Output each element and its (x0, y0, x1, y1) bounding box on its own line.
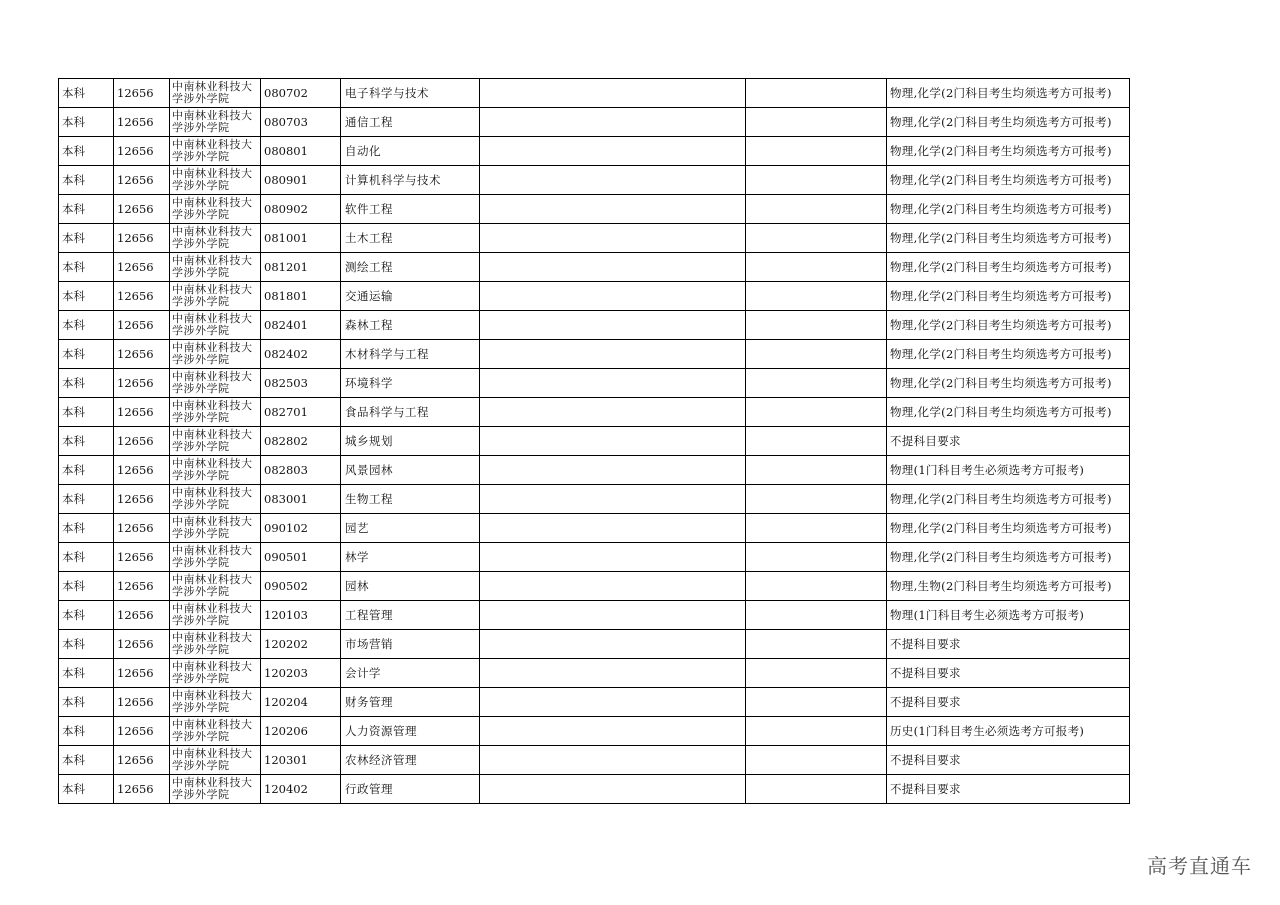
school-code-cell: 12656 (114, 195, 170, 224)
major-code-cell: 082802 (261, 427, 341, 456)
level-cell: 本科 (59, 514, 114, 543)
school-name-cell: 中南林业科技大学涉外学院 (170, 630, 261, 659)
table-row (59, 427, 1130, 456)
major-code-cell: 120402 (261, 775, 341, 804)
school-name-cell: 中南林业科技大学涉外学院 (170, 746, 261, 775)
school-name-cell: 中南林业科技大学涉外学院 (170, 688, 261, 717)
table-row (59, 659, 1130, 688)
empty-cell (480, 514, 746, 543)
school-code-cell: 12656 (114, 456, 170, 485)
major-name-cell: 工程管理 (341, 601, 480, 630)
major-name-cell: 土木工程 (341, 224, 480, 253)
empty-cell (746, 601, 887, 630)
empty-cell (746, 166, 887, 195)
major-code-cell: 082701 (261, 398, 341, 427)
major-code-cell: 082401 (261, 311, 341, 340)
empty-cell (746, 717, 887, 746)
empty-cell (746, 108, 887, 137)
school-code-cell: 12656 (114, 369, 170, 398)
level-cell: 本科 (59, 398, 114, 427)
subject-requirement-cell: 物理,化学(2门科目考生均须选考方可报考) (887, 398, 1130, 427)
level-cell: 本科 (59, 224, 114, 253)
school-name-cell: 中南林业科技大学涉外学院 (170, 427, 261, 456)
empty-cell (746, 137, 887, 166)
level-cell: 本科 (59, 572, 114, 601)
major-code-cell: 120103 (261, 601, 341, 630)
major-name-cell: 通信工程 (341, 108, 480, 137)
major-name-cell: 环境科学 (341, 369, 480, 398)
school-name-cell: 中南林业科技大学涉外学院 (170, 340, 261, 369)
major-code-cell: 120202 (261, 630, 341, 659)
major-name-cell: 人力资源管理 (341, 717, 480, 746)
empty-cell (746, 572, 887, 601)
empty-cell (480, 775, 746, 804)
school-code-cell: 12656 (114, 514, 170, 543)
empty-cell (480, 369, 746, 398)
school-name-cell: 中南林业科技大学涉外学院 (170, 659, 261, 688)
level-cell: 本科 (59, 311, 114, 340)
empty-cell (746, 543, 887, 572)
school-name-cell: 中南林业科技大学涉外学院 (170, 137, 261, 166)
empty-cell (480, 340, 746, 369)
level-cell: 本科 (59, 253, 114, 282)
watermark-text: 高考直通车 (1147, 854, 1252, 878)
table-row (59, 688, 1130, 717)
table-row (59, 108, 1130, 137)
table-row (59, 79, 1130, 108)
subject-requirement-cell: 不提科目要求 (887, 659, 1130, 688)
table-body (59, 79, 1130, 804)
school-code-cell: 12656 (114, 485, 170, 514)
school-code-cell: 12656 (114, 340, 170, 369)
empty-cell (480, 282, 746, 311)
level-cell: 本科 (59, 688, 114, 717)
school-name-cell: 中南林业科技大学涉外学院 (170, 166, 261, 195)
level-cell: 本科 (59, 340, 114, 369)
subject-requirement-cell: 不提科目要求 (887, 746, 1130, 775)
subject-requirement-cell: 物理(1门科目考生必须选考方可报考) (887, 456, 1130, 485)
school-code-cell: 12656 (114, 543, 170, 572)
school-code-cell: 12656 (114, 688, 170, 717)
table-row (59, 398, 1130, 427)
level-cell: 本科 (59, 601, 114, 630)
empty-cell (480, 485, 746, 514)
empty-cell (480, 456, 746, 485)
empty-cell (746, 340, 887, 369)
empty-cell (746, 688, 887, 717)
level-cell: 本科 (59, 775, 114, 804)
subject-requirement-cell: 物理,化学(2门科目考生均须选考方可报考) (887, 369, 1130, 398)
empty-cell (480, 543, 746, 572)
subject-requirement-cell: 物理,化学(2门科目考生均须选考方可报考) (887, 79, 1130, 108)
school-name-cell: 中南林业科技大学涉外学院 (170, 398, 261, 427)
table-row (59, 340, 1130, 369)
major-name-cell: 食品科学与工程 (341, 398, 480, 427)
empty-cell (746, 253, 887, 282)
level-cell: 本科 (59, 746, 114, 775)
school-name-cell: 中南林业科技大学涉外学院 (170, 282, 261, 311)
school-code-cell: 12656 (114, 398, 170, 427)
subject-requirement-cell: 物理(1门科目考生必须选考方可报考) (887, 601, 1130, 630)
major-code-cell: 120204 (261, 688, 341, 717)
major-code-cell: 090102 (261, 514, 341, 543)
school-name-cell: 中南林业科技大学涉外学院 (170, 253, 261, 282)
major-name-cell: 园林 (341, 572, 480, 601)
empty-cell (480, 427, 746, 456)
empty-cell (480, 601, 746, 630)
major-code-cell: 082803 (261, 456, 341, 485)
major-name-cell: 园艺 (341, 514, 480, 543)
level-cell: 本科 (59, 630, 114, 659)
table-row (59, 369, 1130, 398)
empty-cell (480, 746, 746, 775)
school-name-cell: 中南林业科技大学涉外学院 (170, 717, 261, 746)
subject-requirement-cell: 物理,化学(2门科目考生均须选考方可报考) (887, 340, 1130, 369)
school-code-cell: 12656 (114, 108, 170, 137)
majors-table (58, 78, 1130, 804)
level-cell: 本科 (59, 427, 114, 456)
table-row (59, 717, 1130, 746)
empty-cell (480, 398, 746, 427)
empty-cell (746, 456, 887, 485)
school-code-cell: 12656 (114, 601, 170, 630)
major-code-cell: 081201 (261, 253, 341, 282)
level-cell: 本科 (59, 543, 114, 572)
subject-requirement-cell: 物理,化学(2门科目考生均须选考方可报考) (887, 253, 1130, 282)
major-name-cell: 测绘工程 (341, 253, 480, 282)
table-row (59, 282, 1130, 311)
school-name-cell: 中南林业科技大学涉外学院 (170, 311, 261, 340)
table-row (59, 166, 1130, 195)
major-name-cell: 软件工程 (341, 195, 480, 224)
school-name-cell: 中南林业科技大学涉外学院 (170, 369, 261, 398)
major-name-cell: 电子科学与技术 (341, 79, 480, 108)
table-row (59, 456, 1130, 485)
school-code-cell: 12656 (114, 717, 170, 746)
subject-requirement-cell: 不提科目要求 (887, 630, 1130, 659)
school-code-cell: 12656 (114, 630, 170, 659)
major-name-cell: 农林经济管理 (341, 746, 480, 775)
table-row (59, 253, 1130, 282)
empty-cell (746, 775, 887, 804)
subject-requirement-cell: 不提科目要求 (887, 688, 1130, 717)
subject-requirement-cell: 物理,化学(2门科目考生均须选考方可报考) (887, 108, 1130, 137)
major-code-cell: 120206 (261, 717, 341, 746)
school-name-cell: 中南林业科技大学涉外学院 (170, 775, 261, 804)
school-name-cell: 中南林业科技大学涉外学院 (170, 543, 261, 572)
level-cell: 本科 (59, 282, 114, 311)
school-name-cell: 中南林业科技大学涉外学院 (170, 601, 261, 630)
empty-cell (480, 717, 746, 746)
subject-requirement-cell: 历史(1门科目考生必须选考方可报考) (887, 717, 1130, 746)
major-name-cell: 森林工程 (341, 311, 480, 340)
school-name-cell: 中南林业科技大学涉外学院 (170, 79, 261, 108)
empty-cell (480, 166, 746, 195)
empty-cell (480, 630, 746, 659)
table-row (59, 195, 1130, 224)
major-code-cell: 080702 (261, 79, 341, 108)
major-name-cell: 生物工程 (341, 485, 480, 514)
level-cell: 本科 (59, 108, 114, 137)
major-code-cell: 080703 (261, 108, 341, 137)
major-code-cell: 080902 (261, 195, 341, 224)
subject-requirement-cell: 物理,化学(2门科目考生均须选考方可报考) (887, 166, 1130, 195)
empty-cell (746, 514, 887, 543)
major-name-cell: 会计学 (341, 659, 480, 688)
school-code-cell: 12656 (114, 224, 170, 253)
major-name-cell: 城乡规划 (341, 427, 480, 456)
empty-cell (746, 282, 887, 311)
subject-requirement-cell: 物理,化学(2门科目考生均须选考方可报考) (887, 282, 1130, 311)
school-code-cell: 12656 (114, 282, 170, 311)
empty-cell (746, 659, 887, 688)
level-cell: 本科 (59, 485, 114, 514)
subject-requirement-cell: 不提科目要求 (887, 775, 1130, 804)
empty-cell (480, 137, 746, 166)
level-cell: 本科 (59, 659, 114, 688)
major-code-cell: 083001 (261, 485, 341, 514)
table-row (59, 746, 1130, 775)
subject-requirement-cell: 物理,生物(2门科目考生均须选考方可报考) (887, 572, 1130, 601)
empty-cell (480, 79, 746, 108)
school-code-cell: 12656 (114, 427, 170, 456)
table-row (59, 572, 1130, 601)
major-code-cell: 081001 (261, 224, 341, 253)
major-name-cell: 交通运输 (341, 282, 480, 311)
major-name-cell: 财务管理 (341, 688, 480, 717)
major-code-cell: 120203 (261, 659, 341, 688)
level-cell: 本科 (59, 369, 114, 398)
level-cell: 本科 (59, 195, 114, 224)
school-name-cell: 中南林业科技大学涉外学院 (170, 514, 261, 543)
major-name-cell: 风景园林 (341, 456, 480, 485)
empty-cell (480, 253, 746, 282)
school-code-cell: 12656 (114, 137, 170, 166)
empty-cell (746, 485, 887, 514)
subject-requirement-cell: 不提科目要求 (887, 427, 1130, 456)
table-row (59, 224, 1130, 253)
subject-requirement-cell: 物理,化学(2门科目考生均须选考方可报考) (887, 514, 1130, 543)
empty-cell (480, 659, 746, 688)
subject-requirement-cell: 物理,化学(2门科目考生均须选考方可报考) (887, 195, 1130, 224)
subject-requirement-cell: 物理,化学(2门科目考生均须选考方可报考) (887, 485, 1130, 514)
school-code-cell: 12656 (114, 311, 170, 340)
empty-cell (480, 572, 746, 601)
school-name-cell: 中南林业科技大学涉外学院 (170, 195, 261, 224)
major-name-cell: 自动化 (341, 137, 480, 166)
school-code-cell: 12656 (114, 746, 170, 775)
table-row (59, 514, 1130, 543)
major-code-cell: 081801 (261, 282, 341, 311)
school-name-cell: 中南林业科技大学涉外学院 (170, 224, 261, 253)
empty-cell (746, 427, 887, 456)
table-row (59, 311, 1130, 340)
empty-cell (480, 311, 746, 340)
subject-requirement-cell: 物理,化学(2门科目考生均须选考方可报考) (887, 224, 1130, 253)
level-cell: 本科 (59, 137, 114, 166)
table-row (59, 630, 1130, 659)
empty-cell (746, 630, 887, 659)
level-cell: 本科 (59, 456, 114, 485)
school-name-cell: 中南林业科技大学涉外学院 (170, 485, 261, 514)
empty-cell (480, 108, 746, 137)
table-row (59, 543, 1130, 572)
empty-cell (746, 195, 887, 224)
major-code-cell: 080801 (261, 137, 341, 166)
empty-cell (746, 398, 887, 427)
empty-cell (746, 311, 887, 340)
major-code-cell: 082503 (261, 369, 341, 398)
subject-requirement-cell: 物理,化学(2门科目考生均须选考方可报考) (887, 543, 1130, 572)
major-code-cell: 080901 (261, 166, 341, 195)
level-cell: 本科 (59, 717, 114, 746)
major-name-cell: 市场营销 (341, 630, 480, 659)
major-code-cell: 082402 (261, 340, 341, 369)
school-code-cell: 12656 (114, 166, 170, 195)
school-code-cell: 12656 (114, 572, 170, 601)
major-name-cell: 计算机科学与技术 (341, 166, 480, 195)
school-name-cell: 中南林业科技大学涉外学院 (170, 456, 261, 485)
school-code-cell: 12656 (114, 659, 170, 688)
major-code-cell: 090501 (261, 543, 341, 572)
major-name-cell: 行政管理 (341, 775, 480, 804)
empty-cell (746, 746, 887, 775)
empty-cell (746, 369, 887, 398)
level-cell: 本科 (59, 166, 114, 195)
table-row (59, 485, 1130, 514)
empty-cell (480, 688, 746, 717)
level-cell: 本科 (59, 79, 114, 108)
school-code-cell: 12656 (114, 775, 170, 804)
school-code-cell: 12656 (114, 79, 170, 108)
subject-requirement-cell: 物理,化学(2门科目考生均须选考方可报考) (887, 137, 1130, 166)
major-name-cell: 木材科学与工程 (341, 340, 480, 369)
major-code-cell: 090502 (261, 572, 341, 601)
major-name-cell: 林学 (341, 543, 480, 572)
school-name-cell: 中南林业科技大学涉外学院 (170, 572, 261, 601)
school-name-cell: 中南林业科技大学涉外学院 (170, 108, 261, 137)
empty-cell (746, 224, 887, 253)
school-code-cell: 12656 (114, 253, 170, 282)
empty-cell (746, 79, 887, 108)
subject-requirement-cell: 物理,化学(2门科目考生均须选考方可报考) (887, 311, 1130, 340)
major-code-cell: 120301 (261, 746, 341, 775)
empty-cell (480, 195, 746, 224)
table-row (59, 775, 1130, 804)
table-row (59, 601, 1130, 630)
table-row (59, 137, 1130, 166)
empty-cell (480, 224, 746, 253)
